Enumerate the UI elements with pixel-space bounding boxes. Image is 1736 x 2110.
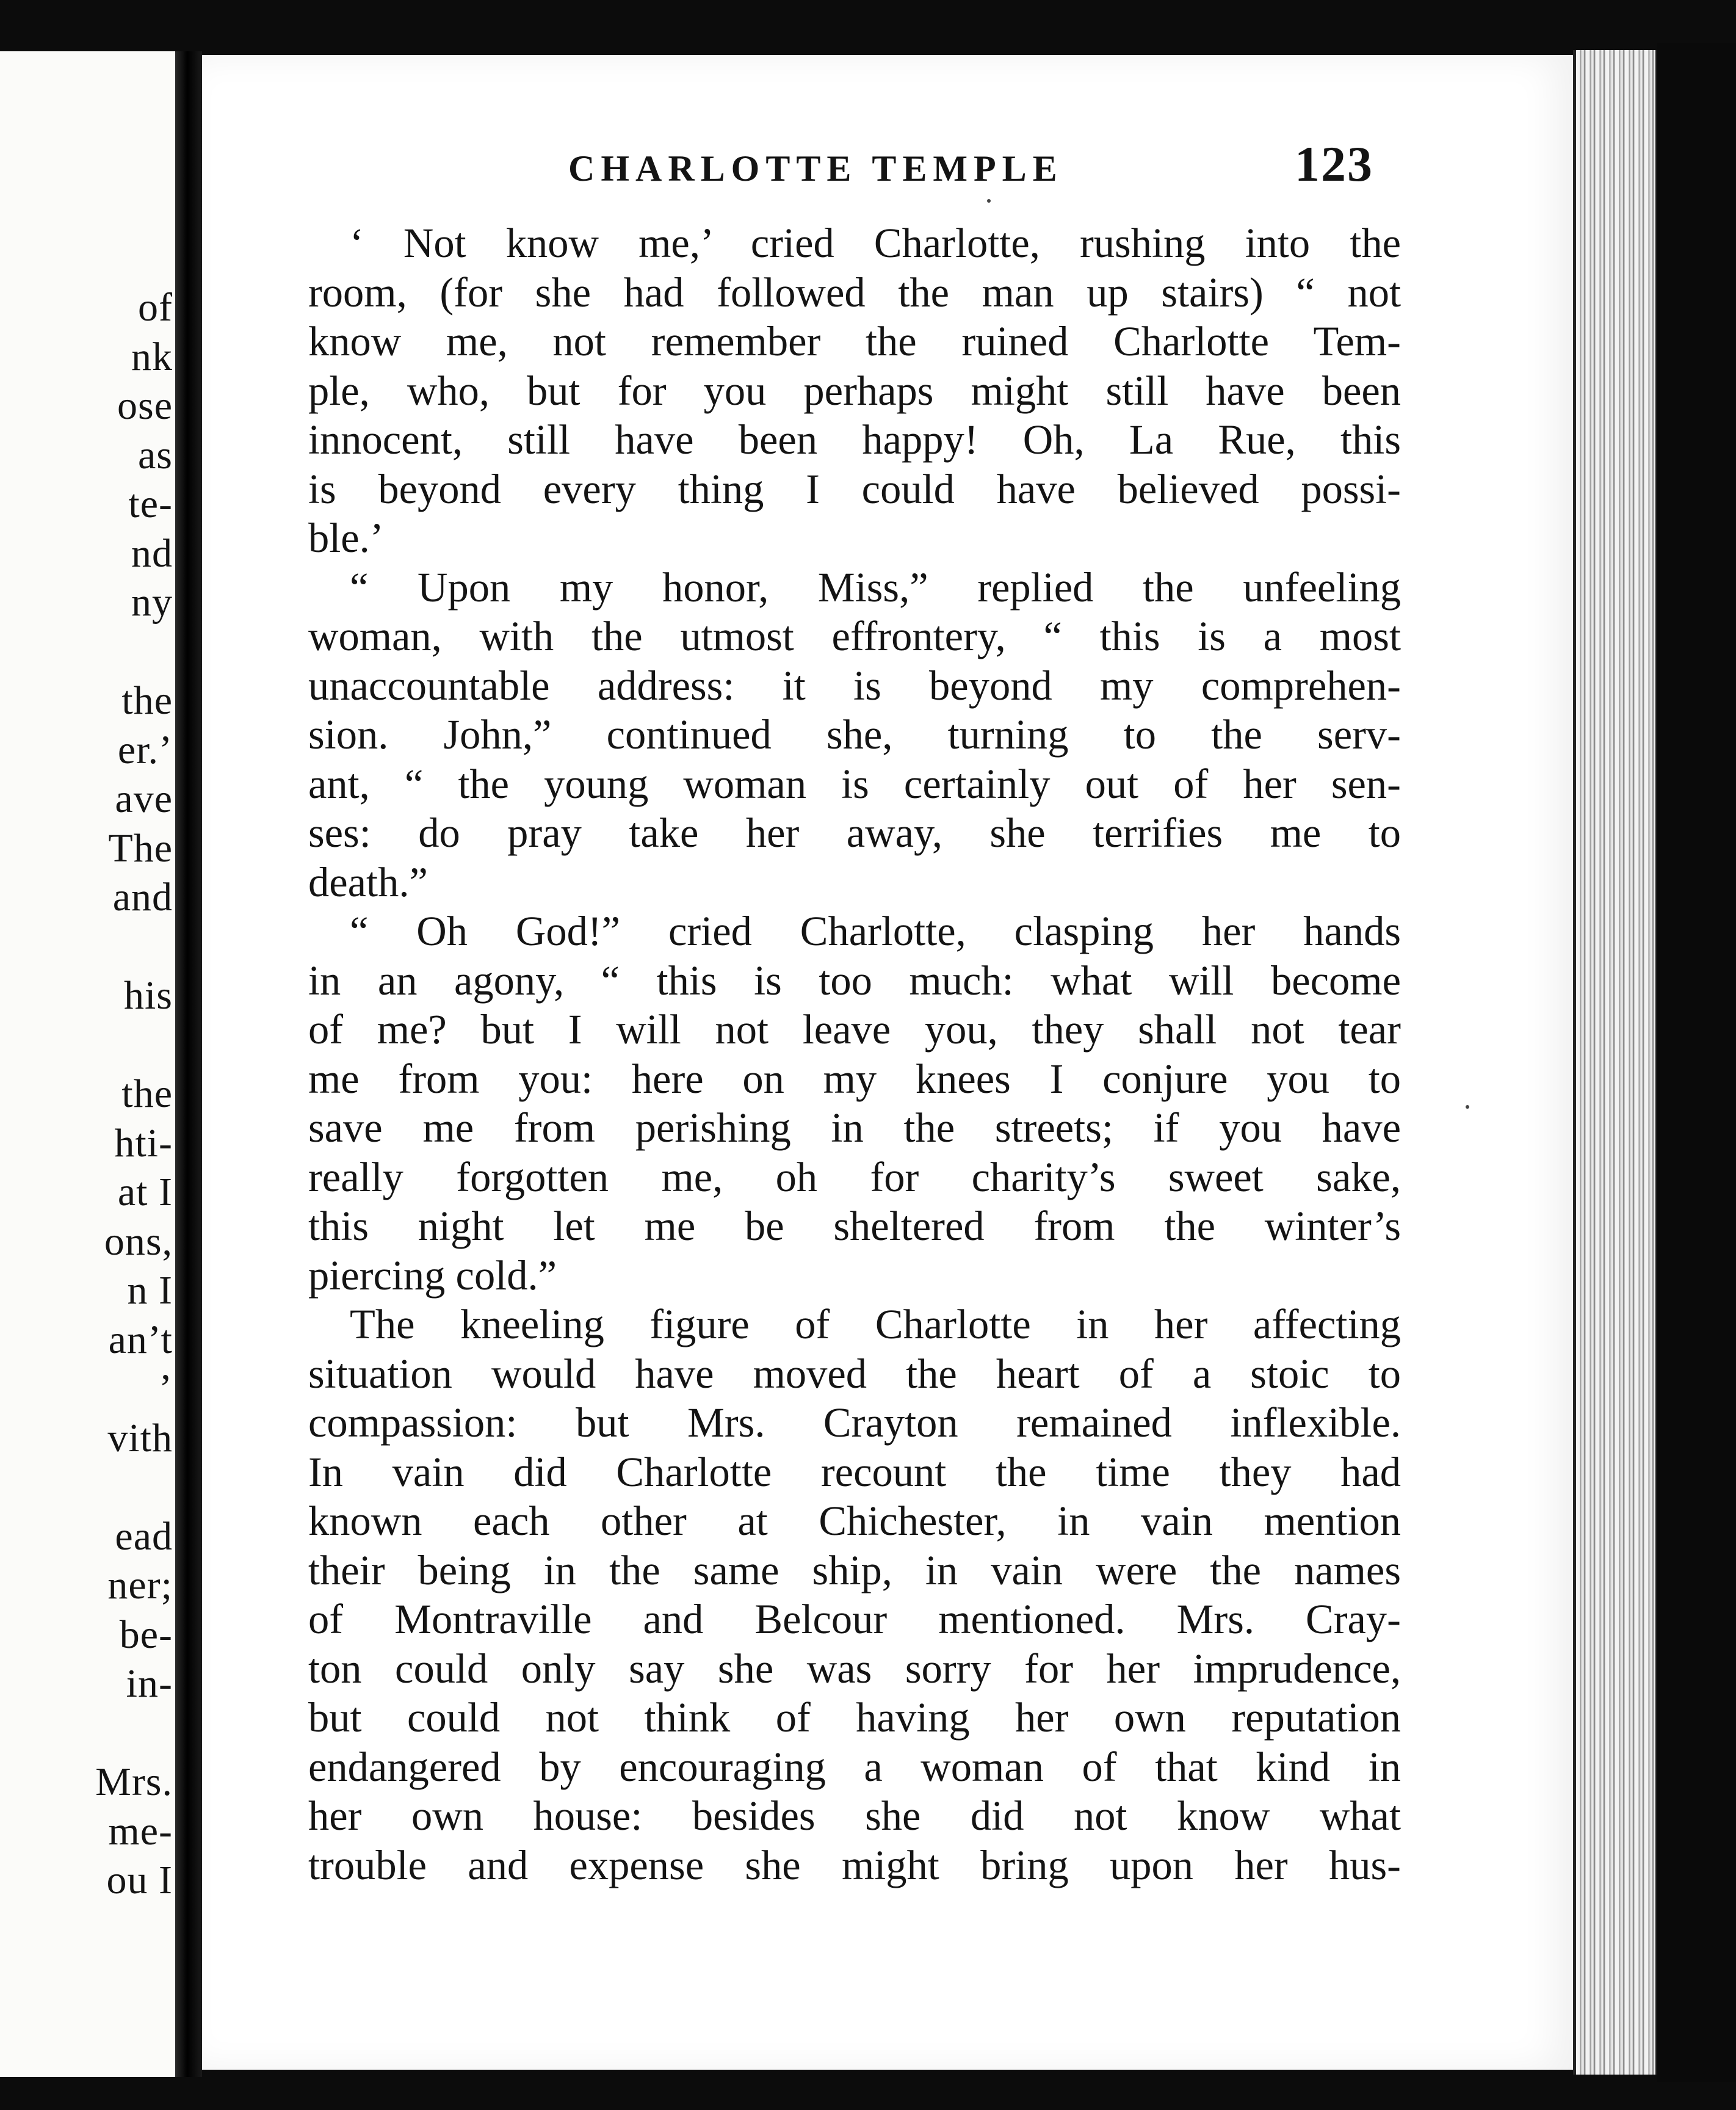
book-page [202, 55, 1573, 2070]
left-page-line-fragment: and [112, 875, 173, 919]
running-title: CHARLOTTE TEMPLE [568, 148, 1063, 189]
text-line: save me from perishing in the streets; if you have [308, 1104, 1401, 1151]
text-line: “ Oh God!” cried Charlotte, clasping her hands [350, 908, 1401, 954]
text-line: endangered by encouraging a woman of that kind in [308, 1743, 1401, 1790]
print-speck [1466, 1105, 1469, 1109]
text-line: of Montraville and Belcour mentioned. Mrs. Cray- [308, 1596, 1401, 1642]
text-line: ton could only say she was sorry for her imprudence, [308, 1645, 1401, 1692]
left-page-line-fragment: ’ [159, 1366, 173, 1411]
text-line: this night let me be sheltered from the winter’s [308, 1203, 1401, 1249]
left-page-line-fragment: te- [128, 482, 173, 526]
page-number: 123 [1295, 136, 1373, 192]
text-line: woman, with the utmost effrontery, “ this is a most [308, 613, 1401, 659]
text-line: ble.’ [308, 515, 384, 561]
text-line: compassion: but Mrs. Crayton remained inflexible. [308, 1399, 1401, 1446]
text-line: situation would have moved the heart of a stoic to [308, 1350, 1401, 1397]
print-speck [987, 199, 991, 203]
left-page-line-fragment: as [138, 432, 173, 477]
left-page-line-fragment: an’t [108, 1317, 173, 1362]
left-page-line-fragment: be- [119, 1612, 173, 1657]
left-page-line-fragment: hti- [114, 1120, 173, 1166]
left-page-line-fragment: vith [107, 1415, 173, 1460]
left-page-line-fragment: the [121, 1071, 173, 1116]
left-page-line-fragment: ou I [106, 1858, 173, 1902]
left-page-line-fragment: ose [117, 383, 173, 428]
left-page-line-fragment: ner; [107, 1563, 173, 1608]
left-page-line-fragment: nk [131, 334, 173, 379]
text-line: trouble and expense she might bring upon her hus- [308, 1841, 1401, 1888]
body-text [308, 219, 1401, 1890]
left-page-line-fragment: at I [117, 1170, 173, 1214]
previous-page-fragment [0, 51, 175, 2077]
text-line: The kneeling figure of Charlotte in her affecting [350, 1301, 1401, 1347]
text-line: death.” [308, 858, 428, 905]
left-page-line-fragment: me- [108, 1808, 173, 1854]
text-line: in an agony, “ this is too much: what will become [308, 957, 1401, 1004]
left-page-line-fragment: the [121, 678, 173, 723]
text-line: known each other at Chichester, in vain mention [308, 1498, 1401, 1544]
left-page-line-fragment: er.’ [117, 727, 173, 772]
text-line: but could not think of having her own reputation [308, 1694, 1401, 1741]
left-page-line-fragment: The [108, 825, 173, 871]
text-line: me from you: here on my knees I conjure you to [308, 1055, 1401, 1102]
text-line: ant, “ the young woman is certainly out of her sen- [308, 760, 1401, 807]
text-line: room, (for she had followed the man up stairs) “ not [308, 269, 1401, 316]
left-page-line-fragment: in- [126, 1661, 173, 1706]
text-line: their being in the same ship, in vain were the names [308, 1546, 1401, 1593]
text-line: ses: do pray take her away, she terrifies me to [308, 810, 1401, 856]
text-line: ‘ Not know me,’ cried Charlotte, rushing into the [350, 220, 1401, 266]
left-page-line-fragment: Mrs. [95, 1760, 173, 1804]
left-page-line-fragment: ons, [104, 1219, 173, 1264]
page-edges [1573, 50, 1660, 2075]
text-line: unaccountable address: it is beyond my comprehen- [308, 662, 1401, 709]
left-page-line-fragment: his [123, 973, 173, 1018]
running-header [202, 128, 1573, 195]
book-gutter [175, 51, 202, 2077]
text-line: her own house: besides she did not know what [308, 1793, 1401, 1839]
text-line: “ Upon my honor, Miss,” replied the unfeeling [350, 564, 1401, 611]
text-line: know me, not remember the ruined Charlotte Tem- [308, 318, 1401, 364]
text-line: sion. John,” continued she, turning to the serv- [308, 711, 1401, 758]
text-line: In vain did Charlotte recount the time they had [308, 1448, 1401, 1495]
text-line: of me? but I will not leave you, they shall not tear [308, 1006, 1401, 1053]
left-page-line-fragment: n I [127, 1268, 173, 1313]
left-page-line-fragment: ave [115, 777, 173, 821]
left-page-line-fragment: nd [131, 531, 173, 576]
left-page-line-fragment: of [138, 285, 173, 330]
text-line: innocent, still have been happy! Oh, La Rue, this [308, 416, 1401, 463]
scan-border [1657, 43, 1736, 2082]
text-line: really forgotten me, oh for charity’s sweet sake, [308, 1153, 1401, 1200]
text-line: is beyond every thing I could have believed possi- [308, 465, 1401, 512]
left-page-line-fragment: ead [115, 1514, 173, 1559]
text-line: piercing cold.” [308, 1252, 557, 1299]
left-page-line-fragment: ny [131, 580, 173, 625]
text-line: ple, who, but for you perhaps might still have been [308, 367, 1401, 414]
